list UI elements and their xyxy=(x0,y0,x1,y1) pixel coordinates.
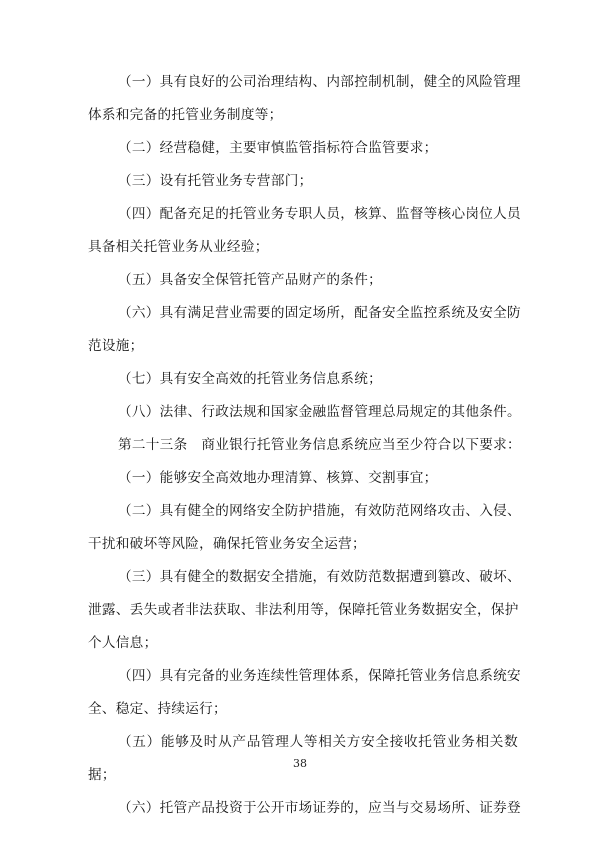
text-line: （四）配备充足的托管业务专职人员，核算、监督等核心岗位人员 xyxy=(118,206,521,222)
text-line: 具备相关托管业务从业经验； xyxy=(88,239,269,255)
article-heading-line: 第二十三条 商业银行托管业务信息系统应当至少符合以下要求： xyxy=(118,437,521,453)
text-line: 干扰和破坏等风险，确保托管业务安全运营； xyxy=(88,536,366,552)
text-line: （二）经营稳健，主要审慎监管指标符合监管要求； xyxy=(118,140,438,156)
text-line: （五）具备安全保管托管产品财产的条件； xyxy=(118,272,382,288)
text-line: 范设施； xyxy=(88,338,144,354)
body-text xyxy=(88,73,521,832)
text-line: 个人信息； xyxy=(88,635,158,651)
text-line: 体系和完备的托管业务制度等； xyxy=(88,107,283,123)
text-line: 泄露、丢失或者非法获取、非法利用等，保障托管业务数据安全，保护 xyxy=(88,602,519,618)
text-line: 据； xyxy=(88,767,116,783)
text-line: （二）具有健全的网络安全防护措施，有效防范网络攻击、入侵、 xyxy=(118,503,521,519)
text-line: （三）具有健全的数据安全措施，有效防范数据遭到篡改、破坏、 xyxy=(118,569,521,585)
text-line: （一）能够安全高效地办理清算、核算、交割事宜； xyxy=(118,470,438,486)
page-number: 38 xyxy=(293,757,307,770)
text-line: （一）具有良好的公司治理结构、内部控制机制，健全的风险管理 xyxy=(118,74,521,90)
text-line: （八）法律、行政法规和国家金融监督管理总局规定的其他条件。 xyxy=(118,404,521,420)
text-line: （三）设有托管业务专营部门； xyxy=(118,173,313,189)
text-line: （五）能够及时从产品管理人等相关方安全接收托管业务相关数 xyxy=(118,734,518,750)
text-line: （六）具有满足营业需要的固定场所，配备安全监控系统及安全防 xyxy=(118,305,521,321)
text-line: （七）具有安全高效的托管业务信息系统； xyxy=(118,371,382,387)
text-line: （四）具有完备的业务连续性管理体系，保障托管业务信息系统安 xyxy=(118,668,521,684)
text-line: 全、稳定、持续运行； xyxy=(88,701,227,717)
text-line: （六）托管产品投资于公开市场证券的，应当与交易场所、证券登 xyxy=(118,800,521,816)
